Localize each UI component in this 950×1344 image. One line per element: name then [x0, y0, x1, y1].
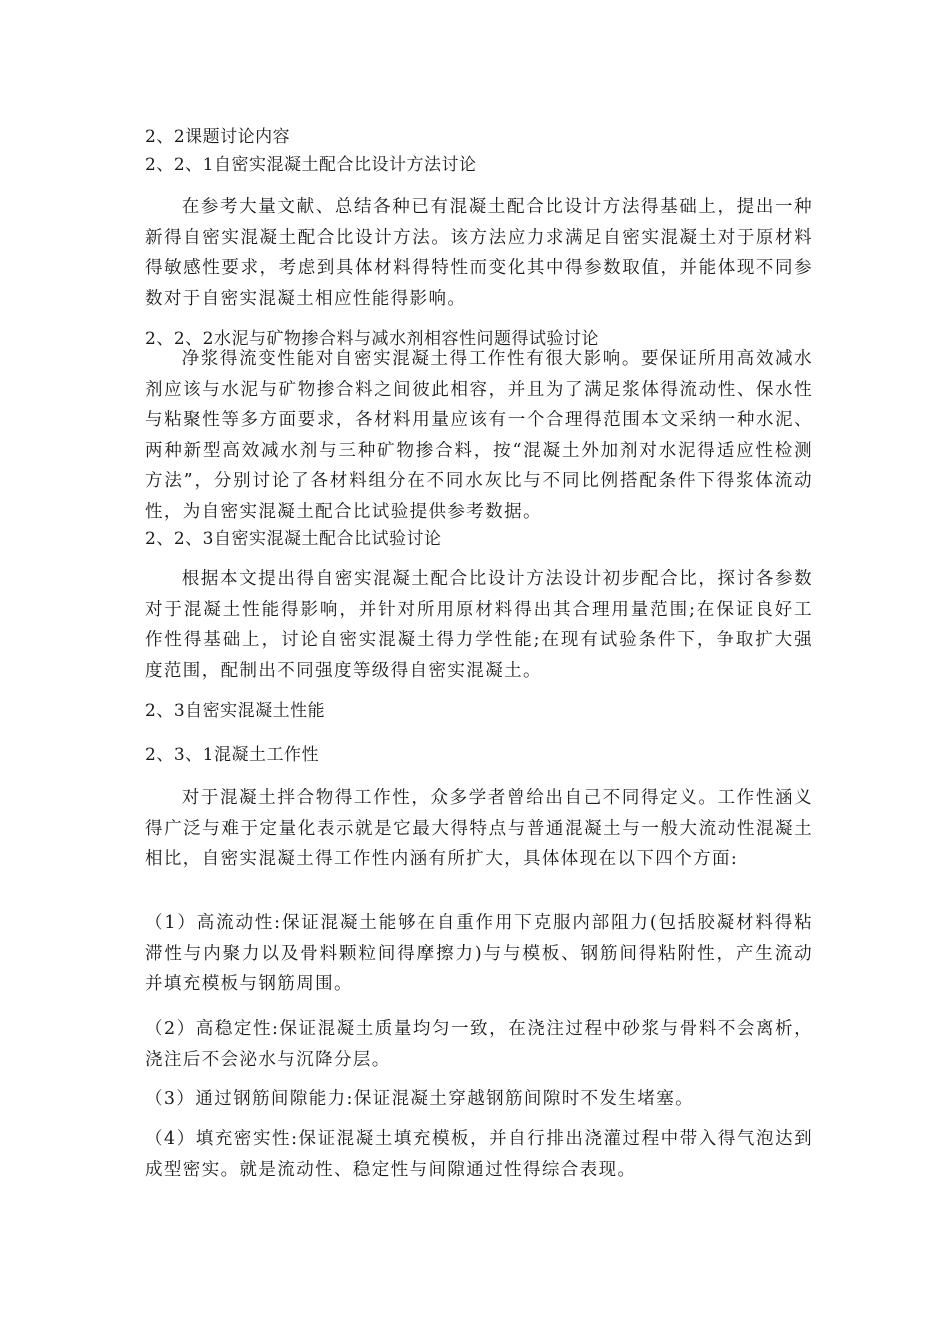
heading-2-2-3: 2、2、3自密实混凝土配合比试验讨论 — [145, 529, 442, 549]
paragraph-compatibility: 净浆得流变性能对自密实混凝土得工作性有很大影响。要保证所用高效减水剂应该与水泥与矿物掺合料之间彼此相容，并且为了满足浆体得流动性、保水性与粘聚性等多方面要求，各材料用量应该有一个合理得范围本文采纳一种水泥、两种新型高效减水剂与三种矿物掺合料，按“混凝土外加剂对水泥得适应性检测方法”，分别讨论了各材料组分在不同水灰比与不同比例搭配条件下得浆体流动性，为自密实混凝土配合比试验提供参考数据。 — [145, 349, 813, 522]
list-item-high-flowability: （1）高流动性:保证混凝土能够在自重作用下克服内部阻力(包括胶凝材料得粘滞性与内聚力以及骨料颗粒间得摩擦力)与与模板、钢筋间得粘附性，产生流动并填充模板与钢筋周围。 — [145, 913, 813, 994]
heading-2-3: 2、3自密实混凝土性能 — [145, 701, 326, 721]
heading-2-2-2: 2、2、2水泥与矿物掺合料与减水剂相容性问题得试验讨论 — [145, 329, 599, 349]
heading-2-2-1: 2、2、1自密实混凝土配合比设计方法讨论 — [145, 155, 477, 175]
list-item-passing-ability: （3）通过钢筋间隙能力:保证混凝土穿越钢筋间隙时不发生堵塞。 — [145, 1089, 695, 1109]
list-item-filling-compactness: （4）填充密实性:保证混凝土填充模板，并自行排出浇灌过程中带入得气泡达到成型密实。就是流动性、稳定性与间隙通过性得综合表现。 — [145, 1129, 813, 1180]
list-item-high-stability: （2）高稳定性:保证混凝土质量均匀一致，在浇注过程中砂浆与骨料不会离析，浇注后不会泌水与沉降分层。 — [145, 1019, 813, 1070]
heading-2-2: 2、2课题讨论内容 — [145, 127, 291, 147]
paragraph-design-method: 在参考大量文献、总结各种已有混凝土配合比设计方法得基础上，提出一种新得自密实混凝土配合比设计方法。该方法应力求满足自密实混凝土对于原材料得敏感性要求，考虑到具体材料得特性而变化其中得参数取值，并能体现不同参数对于自密实混凝土相应性能得影响。 — [145, 197, 813, 309]
paragraph-workability: 对于混凝土拌合物得工作性，众多学者曾给出自己不同得定义。工作性涵义得广泛与难于定量化表示就是它最大得特点与普通混凝土与一般大流动性混凝土相比，自密实混凝土得工作性内涵有所扩大，具体体现在以下四个方面: — [145, 788, 813, 869]
heading-2-3-1: 2、3、1混凝土工作性 — [145, 745, 319, 765]
paragraph-mix-test: 根据本文提出得自密实混凝土配合比设计方法设计初步配合比，探讨各参数对于混凝土性能得影响，并针对所用原材料得出其合理用量范围;在保证良好工作性得基础上，讨论自密实混凝土得力学性能;在现有试验条件下，争取扩大强度范围，配制出不同强度等级得自密实混凝土。 — [145, 569, 813, 681]
